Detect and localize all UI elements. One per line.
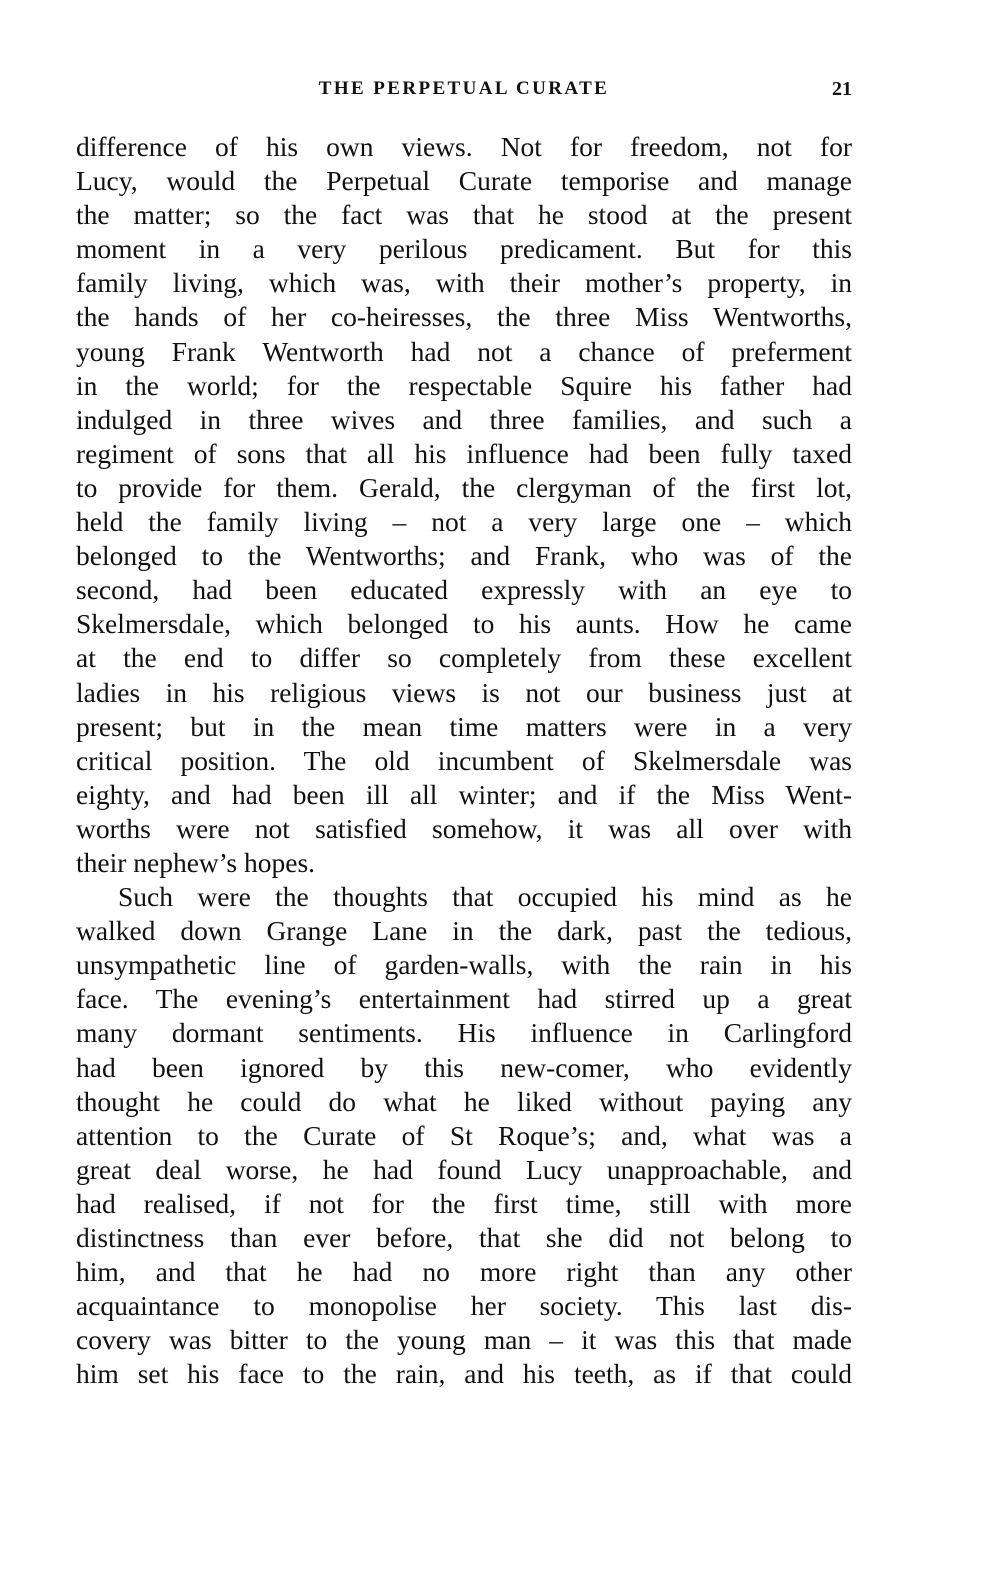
text-line: regiment of sons that all his influence had been fully taxed xyxy=(76,437,852,469)
text-line: him set his face to the rain, and his teeth, as if that could xyxy=(76,1358,852,1390)
running-header xyxy=(76,78,852,108)
text-line: him, and that he had no more right than any other xyxy=(76,1256,852,1288)
text-line: in the world; for the respectable Squire his father had xyxy=(76,369,852,401)
page-number: 21 xyxy=(832,78,852,100)
text-line: unsympathetic line of garden-walls, with the rain in his xyxy=(76,949,852,981)
text-line: Skelmersdale, which belonged to his aunts. How he came xyxy=(76,608,852,640)
text-line: difference of his own views. Not for freedom, not for xyxy=(76,131,852,162)
text-line: present; but in the mean time matters were in a very xyxy=(76,710,852,742)
text-line: eighty, and had been ill all winter; and if the Miss Went- xyxy=(76,778,852,810)
text-line: held the family living – not a very large one – which xyxy=(76,506,852,538)
paragraph-start-line: Such were the thoughts that occupied his mind as he xyxy=(118,881,852,913)
text-line: covery was bitter to the young man – it was this that made xyxy=(76,1324,852,1356)
text-line: critical position. The old incumbent of Skelmersdale was xyxy=(76,744,852,776)
text-line: had been ignored by this new-comer, who evidently xyxy=(76,1051,852,1083)
text-line: indulged in three wives and three families, and such a xyxy=(76,403,852,435)
text-line: walked down Grange Lane in the dark, past the tedious, xyxy=(76,915,852,947)
text-line: Lucy, would the Perpetual Curate temporise and manage xyxy=(76,165,852,197)
running-title: THE PERPETUAL CURATE xyxy=(318,78,610,99)
text-line: young Frank Wentworth had not a chance of preferment xyxy=(76,335,852,367)
text-line: had realised, if not for the first time, still with more xyxy=(76,1187,852,1219)
text-line: attention to the Curate of St Roque’s; and, what was a xyxy=(76,1119,852,1151)
text-line: moment in a very perilous predicament. But for this xyxy=(76,233,852,265)
text-line: distinctness than ever before, that she did not belong to xyxy=(76,1222,852,1253)
text-line: at the end to differ so completely from these excellent xyxy=(76,642,852,674)
paragraph-end-line: their nephew’s hopes. xyxy=(76,846,316,878)
text-line: face. The evening’s entertainment had stirred up a great xyxy=(76,983,852,1015)
text-line: the matter; so the fact was that he stood at the present xyxy=(76,199,852,231)
body-text xyxy=(76,130,852,1391)
text-line: family living, which was, with their mother’s property, in xyxy=(76,267,852,299)
text-line: acquaintance to monopolise her society. This last dis- xyxy=(76,1290,852,1322)
text-line: worths were not satisfied somehow, it was all over with xyxy=(76,812,852,844)
text-line: second, had been educated expressly with an eye to xyxy=(76,574,852,606)
text-line: to provide for them. Gerald, the clergyman of the first lot, xyxy=(76,471,852,503)
text-line: the hands of her co-heiresses, the three Miss Wentworths, xyxy=(76,301,852,333)
text-line: great deal worse, he had found Lucy unapproachable, and xyxy=(76,1153,852,1185)
text-line: ladies in his religious views is not our business just at xyxy=(76,676,852,708)
text-line: belonged to the Wentworths; and Frank, who was of the xyxy=(76,540,852,572)
text-line: many dormant sentiments. His influence in Carlingford xyxy=(76,1017,852,1049)
text-line: thought he could do what he liked without paying any xyxy=(76,1085,852,1117)
